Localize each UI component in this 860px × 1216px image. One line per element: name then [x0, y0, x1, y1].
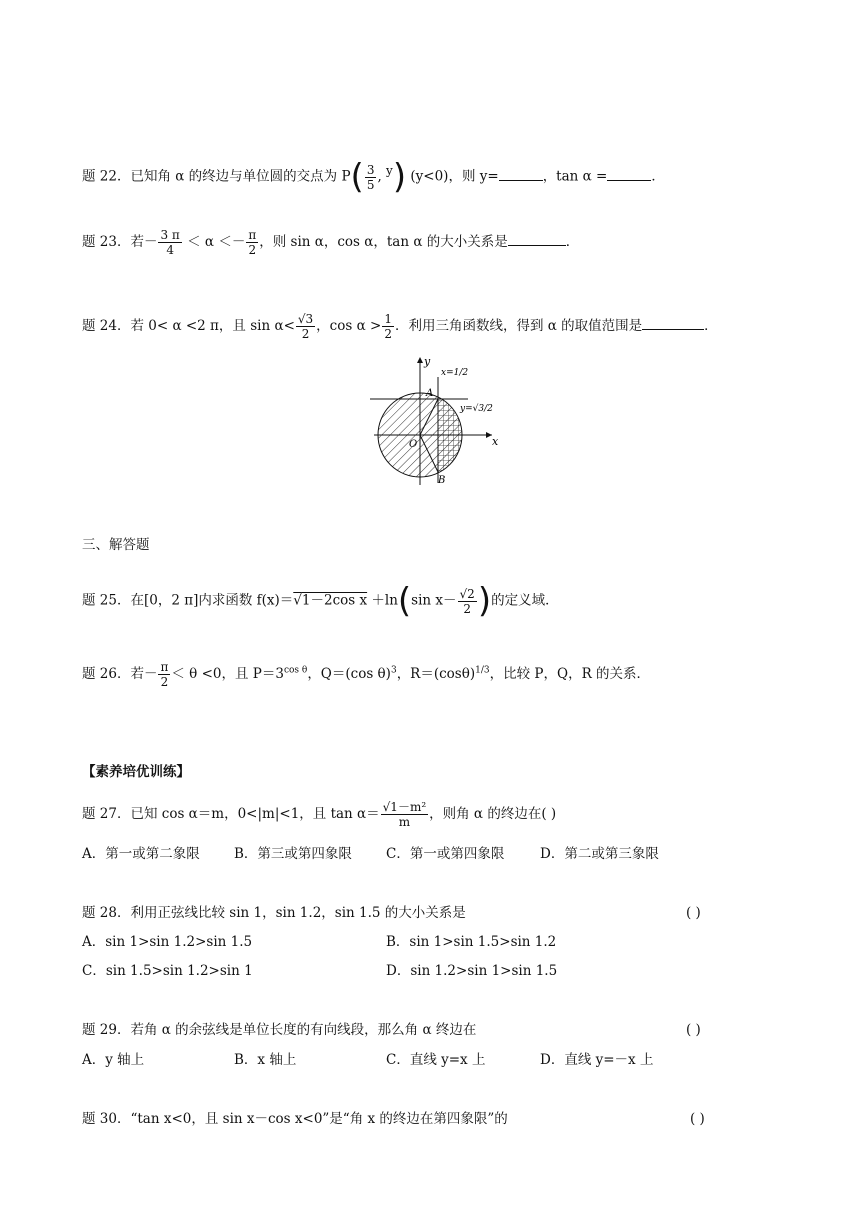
- q27-option-a[interactable]: A．第一或第二象限: [82, 846, 200, 862]
- label-a: A: [426, 388, 434, 399]
- label-x-half: x=1/2: [441, 368, 469, 378]
- q24-fraction-2: $\frac{1}{2}$: [384, 312, 392, 341]
- q23-blank[interactable]: [508, 233, 566, 246]
- q22-p-fraction: $\frac{3}{5}$: [366, 162, 375, 192]
- question-30: 题 30．“tan x<0，且 sin x－cos x<0”是“角 x 的终边在第四象限”的: [82, 1111, 508, 1127]
- q23-fraction-1: $\frac{3 \pi}{4}$: [160, 228, 180, 257]
- q28-option-b[interactable]: B．sin 1>sin 1.5>sin 1.2: [386, 934, 557, 950]
- label-x: x: [492, 435, 499, 448]
- label-o: O: [409, 439, 418, 450]
- y-axis-arrow: [417, 357, 423, 363]
- q27-fraction: $\frac{\text{√1－m²}}{m}$: [382, 800, 427, 829]
- question-26: 题 26．若－ $\frac{\pi}{2}$ ＜ θ <0，且 $P=3^{cos \theta}$，Q＝(cos θ)$^3$，$R=(\cos\theta)^{1/3}$，比较 P，Q，R 的关系．: [82, 660, 651, 689]
- q29-option-b[interactable]: B．x 轴上: [234, 1052, 297, 1068]
- q22-lead: 题 22．已知角 α 的终边与单位圆的交点为 P: [82, 168, 351, 185]
- q22-blank-tan[interactable]: [607, 168, 651, 181]
- q24-fraction-1: $\frac{√3}{2}$: [297, 312, 314, 341]
- question-25: 题 25．在[0，2 π]内求函数 f(x)＝√1－2cos x ＋ln(sin x－ $\frac{√2}{2}$ )的定义域．: [82, 581, 559, 621]
- q29-option-c[interactable]: C．直线 y=x 上: [386, 1052, 486, 1068]
- label-y-sqrt3-half: y=√3/2: [460, 404, 493, 414]
- q29-answer-paren[interactable]: ( ): [686, 1022, 701, 1038]
- q26-fraction: $\frac{\pi}{2}$: [160, 660, 169, 689]
- training-heading: 【素养培优训练】: [82, 764, 190, 780]
- q27-option-d[interactable]: D．第二或第三象限: [540, 846, 659, 862]
- label-y: y: [424, 355, 431, 368]
- question-28: 题 28．利用正弦线比较 sin 1，sin 1.2，sin 1.5 的大小关系是: [82, 905, 466, 921]
- question-22: 题 22．已知角 α 的终边与单位圆的交点为 P( $\frac{3}{5}$ , y) (y<0)，则 y= ，tan α = ．: [82, 157, 665, 197]
- section-heading-3: 三、解答题: [82, 537, 150, 553]
- q30-answer-paren[interactable]: ( ): [690, 1111, 705, 1127]
- q27-option-c[interactable]: C．第一或第四象限: [386, 846, 505, 862]
- q28-option-a[interactable]: A．sin 1>sin 1.2>sin 1.5: [82, 934, 253, 950]
- q28-option-d[interactable]: D．sin 1.2>sin 1>sin 1.5: [386, 963, 558, 979]
- q22-blank-y[interactable]: [499, 168, 543, 181]
- q28-option-c[interactable]: C．sin 1.5>sin 1.2>sin 1: [82, 963, 253, 979]
- question-23: 题 23．若－ $\frac{3 \pi}{4}$ ＜ α ＜－ $\frac{\pi}{2}$ ，则 sin α，cos α，tan α 的大小关系是 ．: [82, 228, 580, 257]
- q29-option-a[interactable]: A．y 轴上: [82, 1052, 145, 1068]
- q23-fraction-2: $\frac{\pi}{2}$: [248, 228, 257, 257]
- q27-option-b[interactable]: B．第三或第四象限: [234, 846, 352, 862]
- q24-blank[interactable]: [642, 317, 704, 330]
- q28-answer-paren[interactable]: ( ): [686, 905, 701, 921]
- question-29: 题 29．若角 α 的余弦线是单位长度的有向线段，那么角 α 终边在: [82, 1022, 477, 1038]
- q25-sqrt: √1－2cos x: [293, 592, 368, 609]
- question-27: 题 27．已知 cos α＝m，0<|m|<1，且 tan α＝ $\frac{\text{√1－m²}}{m}$ ，则角 α 的终边在( ): [82, 800, 557, 829]
- unit-circle-figure: [368, 355, 508, 487]
- q25-fraction: $\frac{√2}{2}$: [459, 586, 475, 616]
- question-24: 题 24．若 0< α <2 π，且 sin α< $\frac{√3}{2}$ ，cos α > $\frac{1}{2}$ ．利用三角函数线，得到 α 的取值范围是 ．: [82, 312, 718, 341]
- label-b: B: [438, 475, 446, 486]
- q29-option-d[interactable]: D．直线 y=－x 上: [540, 1052, 654, 1068]
